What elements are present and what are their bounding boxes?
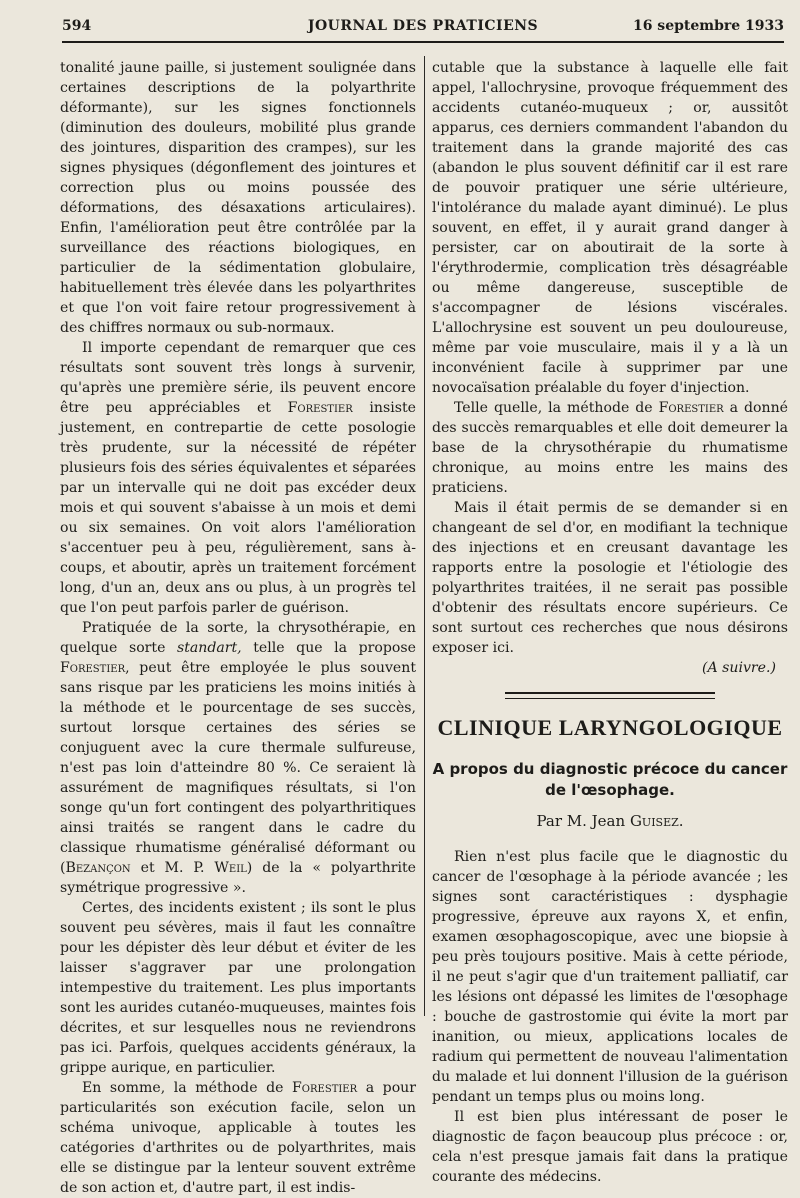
- section-title: CLINIQUE LARYNGOLOGIQUE: [437, 715, 783, 740]
- header-rule: [62, 41, 784, 43]
- to-be-continued: (A suivre.): [702, 660, 776, 676]
- paragraph: Mais il était permis de se demander si en changeant de sel d'or, en modifiant la technique des injections et en creusant davantage les rapports entre la posologie et l'étiologie des polyarthrites traitées, il ne serait pas possible d'obtenir des résultats encore supérieurs. Ce sont surtout ces recherches que nous désirons exposer ici.: [432, 500, 788, 656]
- author-name: Guisez: [629, 812, 679, 830]
- paragraph: tonalité jaune paille, si justement soulignée dans certaines descriptions de la polyarthrite déformante), sur les signes fonctionnels (diminution des douleurs, mobilité plus grande des jointures, disparition des crampes), sur les signes physiques (dégonflement des jointures et correction plus ou moins poussée des déformations, des désaxations articulaires). Enfin, l'amélioration peut être contrôlée par la surveillance des réactions biologiques, en particulier de la sédimentation globulaire, habituellement très élevée dans les polyarthrites et que l'on voit faire retour progressivement à des chiffres normaux ou sub-normaux.: [60, 60, 416, 336]
- paragraph: Pratiquée de la sorte, la chrysothérapie, en quelque sorte standart, telle que la propose Forestier, peut être employée le plus souvent sans risque par les praticiens les moins initiés à la méthode et le pourcentage de ses succès, surtout lorsque certaines des séries se conjuguent avec la cure thermale sulfureuse, n'est pas loin d'atteindre 80 %. Ce seraient là assurément de magnifiques résultats, si l'on songe qu'un fort contingent des polyarthritiques ainsi traités se rangent dans le cadre du classique rhumatisme généralisé déformant ou (Bezançon et M. P. Weil) de la « polyarthrite symétrique progressive ».: [60, 620, 416, 896]
- column-divider: [424, 56, 425, 1016]
- paragraph: cutable que la substance à laquelle elle fait appel, l'allochrysine, provoque fréquemment des accidents cutanéo-muqueux ; or, aussitôt apparus, ces derniers commandent l'abandon du traitement dans la grande majorité des cas (abandon le plus souvent définitif car il est rare de pouvoir pratiquer une série ultérieure, l'intolérance du malade ayant diminué). Le plus souvent, en effet, il y aurait grand danger à persister, car on aboutirait de la sorte à l'érythrodermie, complication très désagréable ou même dangereuse, susceptible de s'accompagner de lésions viscérales. L'allochrysine est souvent un peu douloureuse, même par voie musculaire, mais il y a là un inconvénient facile à supprimer par une novocaïsation préalable du foyer d'injection.: [432, 60, 788, 396]
- journal-title: JOURNAL DES PRATICIENS: [307, 18, 539, 34]
- author-name: Forestier: [60, 660, 126, 676]
- right-column: [432, 58, 788, 1185]
- issue-date: 16 septembre 1933: [632, 18, 784, 34]
- page-number: 594: [62, 18, 92, 34]
- left-column: [60, 58, 416, 1196]
- author-name: Forestier: [658, 400, 724, 416]
- paragraph: Rien n'est plus facile que le diagnostic du cancer de l'œsophage à la période avancée ; les signes sont caractéristiques : dysphagie progressive, épreuve aux rayons X, et enfin, examen œsophagoscopique, avec une biopsie à peu près toujours positive. Mais à cette période, il ne peut s'agir que d'un traitement palliatif, car les lésions ont dépassé les limites de l'œsophage : bouche de gastrostomie qui évite la mort par inanition, ou mieux, applications locales de radium qui permettent de nouveau l'alimentation du malade et lui donnent l'illusion de la guérison pendant un temps plus ou moins long.: [432, 849, 788, 1105]
- author-name: Forestier: [292, 1080, 358, 1096]
- author-name: Bezançon: [65, 860, 131, 876]
- paragraph: Il importe cependant de remarquer que ces résultats sont souvent très longs à survenir, qu'après une première série, ils peuvent encore être peu appréciables et Forestier insiste justement, en contrepartie de cette posologie très prudente, sur la nécessité de répéter plusieurs fois des séries équivalentes et séparées par un intervalle qui ne doit pas excéder deux mois et qui souvent s'abaisse à un mois et demi ou six semaines. On voit alors l'amélioration s'accentuer peu à peu, régulièrement, sans à-coups, et aboutir, après un traitement forcément long, d'un an, deux ans ou plus, à un progrès tel que l'on peut parfois parler de guérison.: [60, 340, 416, 616]
- paragraph: Telle quelle, la méthode de Forestier a donné des succès remarquables et elle doit demeurer la base de la chrysothérapie du rhumatisme chronique, au moins entre les mains des praticiens.: [432, 400, 788, 496]
- byline: Par M. Jean Guisez.: [536, 812, 684, 830]
- author-name: Forestier: [287, 400, 353, 416]
- section-separator: [505, 692, 715, 699]
- paragraph: Il est bien plus intéressant de poser le diagnostic de façon beaucoup plus précoce : or, cela n'est presque jamais fait dans la pratique courante des médecins.: [432, 1109, 788, 1185]
- paragraph: En somme, la méthode de Forestier a pour particularités son exécution facile, selon un schéma univoque, applicable à toutes les catégories d'arthrites ou de polyarthrites, mais elle se distingue par la lenteur souvent extrême de son action et, d'autre part, il est indis-: [60, 1080, 416, 1196]
- article-title: A propos du diagnostic précoce du cancer de l'œsophage.: [432, 760, 788, 799]
- author-name: M. P. Weil: [164, 860, 247, 876]
- running-header: [62, 18, 784, 38]
- paragraph: Certes, des incidents existent ; ils sont le plus souvent peu sévères, mais il faut les connaître pour les dépister dès leur début et éviter de les laisser s'aggraver par une prolongation intempestive du traitement. Les plus importants sont les aurides cutanéo-muqueuses, maintes fois décrites, et sur lesquelles nous ne reviendrons pas ici. Parfois, quelques accidents généraux, la grippe aurique, en particulier.: [60, 900, 416, 1076]
